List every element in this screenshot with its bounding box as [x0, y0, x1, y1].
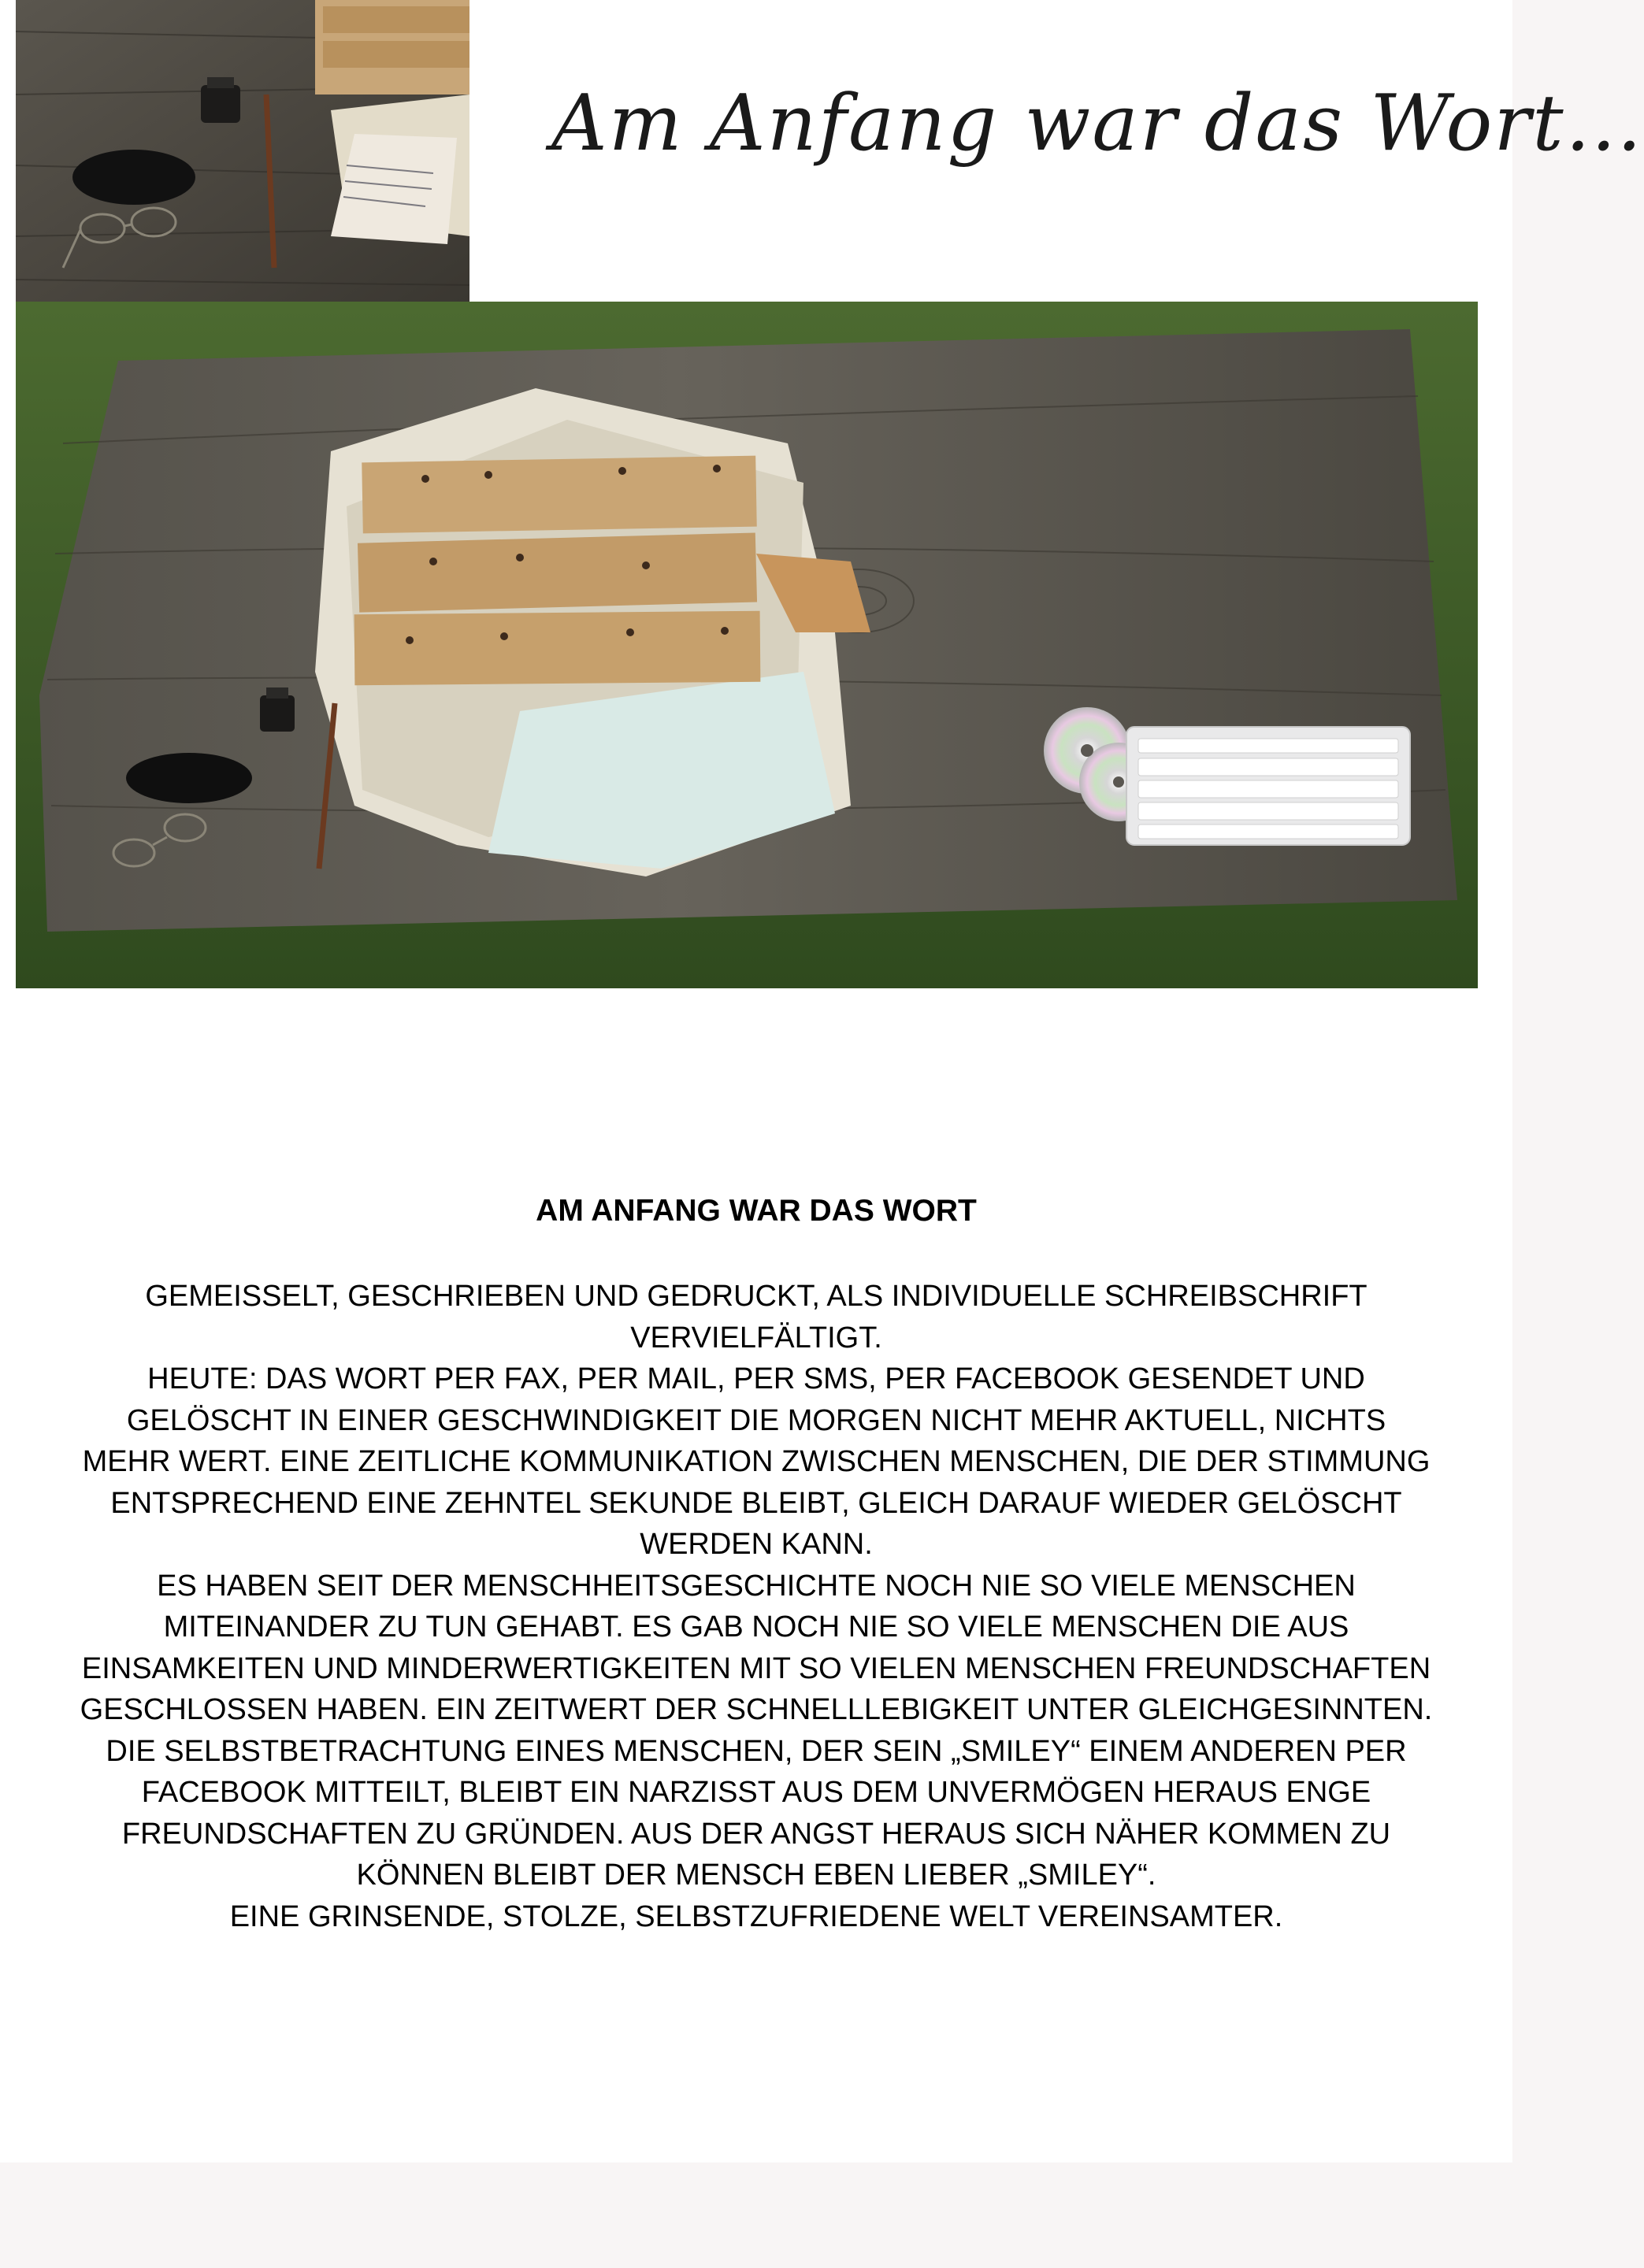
paragraph: EINE GRINSENDE, STOLZE, SELBSTZUFRIEDENE WELT VEREINSAMTER. [229, 1899, 1283, 1933]
hero-photo [16, 302, 1478, 988]
paragraph: GEMEISSELT, GESCHRIEBEN UND GEDRUCKT, ALS INDIVIDUELLE SCHREIBSCHRIFT VERVIELFÄLTIGT. [145, 1280, 1368, 1354]
footer-band [0, 2162, 1512, 2268]
thumbnail-photo [16, 0, 469, 302]
script-heading: Am Anfang war das Wort… [551, 79, 1644, 169]
paragraph: ES HABEN SEIT DER MENSCHHEITSGESCHICHTE NOCH NIE SO VIELE MENSCHEN MITEINANDER ZU TUN GEHABT. ES GAB NOCH NIE SO VIELE MENSCHEN DIE AUS EINSAMKEITEN UND MINDERWERTIGKEITEN MIT SO VIELEN MENSCHEN FREUNDSCHAFTEN GESCHLOSSEN HABEN. EIN ZEITWERT DER SCHNELLLEBIGKEIT UNTER GLEICHGESINNTEN. DIE SELBSTBETRACHTUNG EINES MENSCHEN, DER SEIN „SMILEY“ EINEM ANDEREN PER FACEBOOK MITTEILT, BLEIBT EIN NARZISST AUS DEM UNVERMÖGEN HERAUS ENGE FREUNDSCHAFTEN ZU GRÜNDEN. AUS DER ANGST HERAUS SICH NÄHER KOMMEN ZU KÖNNEN BLEIBT DER MENSCH EBEN LIEBER „SMILEY“. [80, 1569, 1433, 1892]
article-title: AM ANFANG WAR DAS WORT [536, 1194, 977, 1228]
paragraph: HEUTE: DAS WORT PER FAX, PER MAIL, PER SMS, PER FACEBOOK GESENDET UND GELÖSCHT IN EINER GESCHWINDIGKEIT DIE MORGEN NICHT MEHR AKTUELL, NICHTS MEHR WERT. EINE ZEITLICHE KOMMUNIKATION ZWISCHEN MENSCHEN, DIE DER STIMMUNG ENTSPRECHEND EINE ZEHNTEL SEKUNDE BLEIBT, GLEICH DARAUF WIEDER GELÖSCHT WERDEN KANN. [82, 1362, 1431, 1561]
article-section [0, 1093, 1512, 2162]
article-body [79, 1276, 1434, 1937]
